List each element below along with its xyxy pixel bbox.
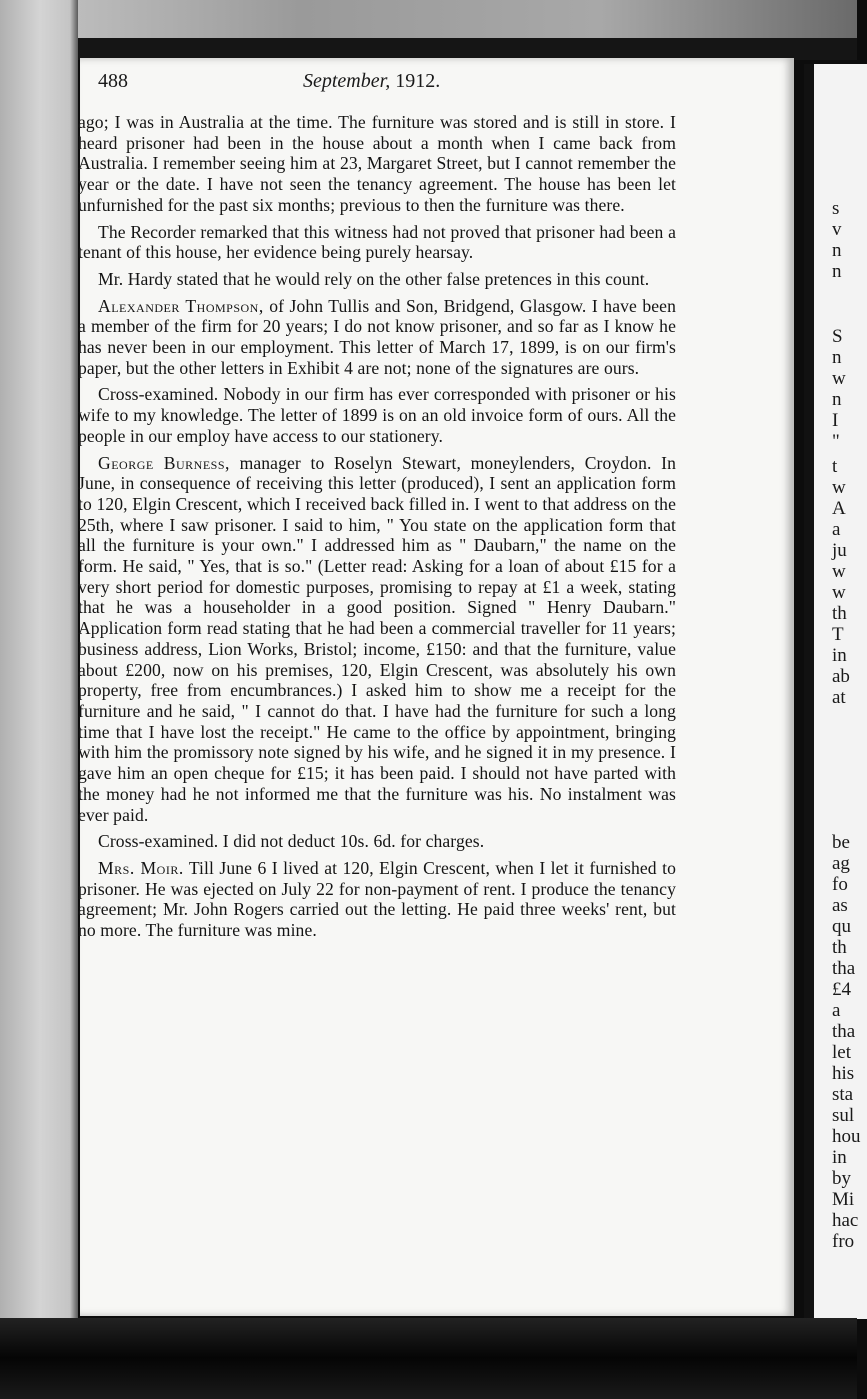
previous-page-edge — [0, 0, 78, 1320]
paragraph-text: Till June 6 I lived at 120, Elgin Crescent, when I let it furnished to prisoner. He was ejected on July 22 for non-payment of rent. I produce the tenancy agreement; Mr. John Rogers carried out the letting. He paid three weeks' rent, but no more. The furniture was mine. — [78, 857, 676, 941]
adjacent-page-fragment: s — [832, 198, 840, 219]
adjacent-page-fragment: n — [832, 261, 842, 282]
adjacent-page-fragment: w — [832, 477, 846, 498]
adjacent-page-fragment: a — [832, 1000, 841, 1021]
adjacent-page-fragment: sul — [832, 1105, 855, 1126]
paragraph — [78, 269, 676, 290]
adjacent-page-fragment: v — [832, 219, 842, 240]
adjacent-page-fragment: n — [832, 347, 842, 368]
adjacent-page-fragment: by — [832, 1168, 851, 1189]
adjacent-page-fragment: hac — [832, 1210, 859, 1231]
paragraph — [78, 858, 676, 941]
paragraph-text: of John Tullis and Son, Bridgend, Glasgow. I have been a member of the firm for 20 years; I do not know prisoner, and so far as I know he has never been in our employment. This letter of March 17, 1899, is on our firm's paper, but the other letters in Exhibit 4 are not; none of the signatures are ours. — [78, 295, 676, 378]
paragraph — [78, 831, 676, 852]
page-body — [78, 112, 676, 947]
adjacent-page-fragment: w — [832, 368, 846, 389]
paragraph-text: The Recorder remarked that this witness had not proved that prisoner had been a tenant of this house, her evidence being purely hearsay. — [78, 221, 676, 263]
adjacent-page-fragment: in — [832, 1147, 847, 1168]
adjacent-page-fragment: th — [832, 937, 847, 958]
adjacent-page-fragment: fro — [832, 1231, 855, 1252]
adjacent-page-fragment: at — [832, 687, 846, 708]
paragraph — [78, 384, 676, 446]
adjacent-page-fragment: t — [832, 456, 838, 477]
adjacent-page-fragment: " — [832, 431, 840, 452]
scan-bottom-edge — [0, 1318, 857, 1399]
adjacent-page-fragment: th — [832, 603, 847, 624]
adjacent-page-fragment: ab — [832, 666, 850, 687]
adjacent-page-fragment: n — [832, 240, 842, 261]
adjacent-page-fragment: T — [832, 624, 844, 645]
witness-name: Alexander Thompson, — [98, 295, 264, 316]
running-title — [303, 70, 440, 93]
adjacent-page-fragment: A — [832, 498, 846, 519]
adjacent-page-fragment: hou — [832, 1126, 861, 1147]
adjacent-page-fragment: qu — [832, 916, 851, 937]
running-title-year: 1912. — [395, 70, 441, 92]
paragraph — [78, 296, 676, 379]
running-title-month: September, — [303, 70, 391, 92]
adjacent-page-fragment: be — [832, 832, 850, 853]
adjacent-page-fragment: tha — [832, 1021, 856, 1042]
paragraph — [78, 222, 676, 263]
paragraph-text: Cross-examined. I did not deduct 10s. 6d. for charges. — [98, 831, 485, 852]
witness-name: Mrs. Moir. — [98, 857, 184, 878]
adjacent-page-fragment: fo — [832, 874, 848, 895]
adjacent-page-fragment: let — [832, 1042, 851, 1063]
adjacent-page-fragment: ag — [832, 853, 850, 874]
paragraph — [78, 112, 676, 216]
adjacent-page-fragment: Mi — [832, 1189, 855, 1210]
adjacent-page-fragment: in — [832, 645, 847, 666]
adjacent-page-fragment: I — [832, 410, 839, 431]
paragraph-text: Mr. Hardy stated that he would rely on the other false pretences in this count. — [98, 268, 650, 289]
adjacent-page-fragment: sta — [832, 1084, 854, 1105]
adjacent-page-fragment: S — [832, 326, 843, 347]
paragraph-text: ago; I was in Australia at the time. The furniture was stored and is still in store. I heard prisoner had been in the house about a month when I came back from Australia. I remember seeing him at 23, Margaret Street, but I cannot remember the year or the date. I have not seen the tenancy agreement. The house has been let unfurnished for the past six months; previous to then the furniture was there. — [78, 112, 676, 215]
paragraph — [78, 453, 676, 826]
page-header — [98, 70, 658, 100]
adjacent-page-fragment: n — [832, 389, 842, 410]
paragraph-text: Cross-examined. Nobody in our firm has ever corresponded with prisoner or his wife to my knowledge. The letter of 1899 is on an old invoice form of ours. All the people in our employ have access to our stationery. — [78, 384, 676, 446]
adjacent-page-fragment: as — [832, 895, 848, 916]
witness-name: George Burness, — [98, 452, 230, 473]
page-number: 488 — [98, 70, 128, 92]
adjacent-page-fragment: £4 — [832, 979, 851, 1000]
adjacent-page-fragment: w — [832, 561, 846, 582]
adjacent-page-fragment: a — [832, 519, 841, 540]
scan-top-shadow — [0, 38, 857, 60]
adjacent-page-fragment: ju — [832, 540, 847, 561]
adjacent-page-fragment: his — [832, 1063, 855, 1084]
paragraph-text: manager to Roselyn Stewart, moneylenders, Croydon. In June, in consequence of receiving this letter (produced), I sent an application form to 120, Elgin Crescent, which I received back filled in. I went to that address on the 25th, where I saw prisoner. I said to him, " You state on the application form that all the furniture is your own." I addressed him as " Daubarn," the name on the form. He said, " Yes, that is so." (Letter read: Asking for a loan of about £15 for a very short period for domestic purposes, promising to repay at £1 a week, stating that he was a householder in a good position. Signed " Henry Daubarn." Application form read stating that he had been a commercial traveller for 11 years; business address, Lion Works, Bristol; income, £150: and that the furniture, value about £200, now on his premises, 120, Elgin Crescent, was absolutely his own property, free from encumbrances.) I asked him to show me a receipt for the furniture and he said, " I cannot do that. I have had the furniture for such a long time that I have lost the receipt." He came to the office by appointment, bringing with him the promissory note signed by his wife, and he signed it in my presence. I gave him an open cheque for £15; it has been paid. I should not have parted with the money had he not informed me that the furniture was his. No instalment was ever paid. — [78, 452, 676, 825]
adjacent-page-fragment: w — [832, 582, 846, 603]
adjacent-page-fragment: tha — [832, 958, 856, 979]
adjacent-page — [804, 64, 867, 1319]
